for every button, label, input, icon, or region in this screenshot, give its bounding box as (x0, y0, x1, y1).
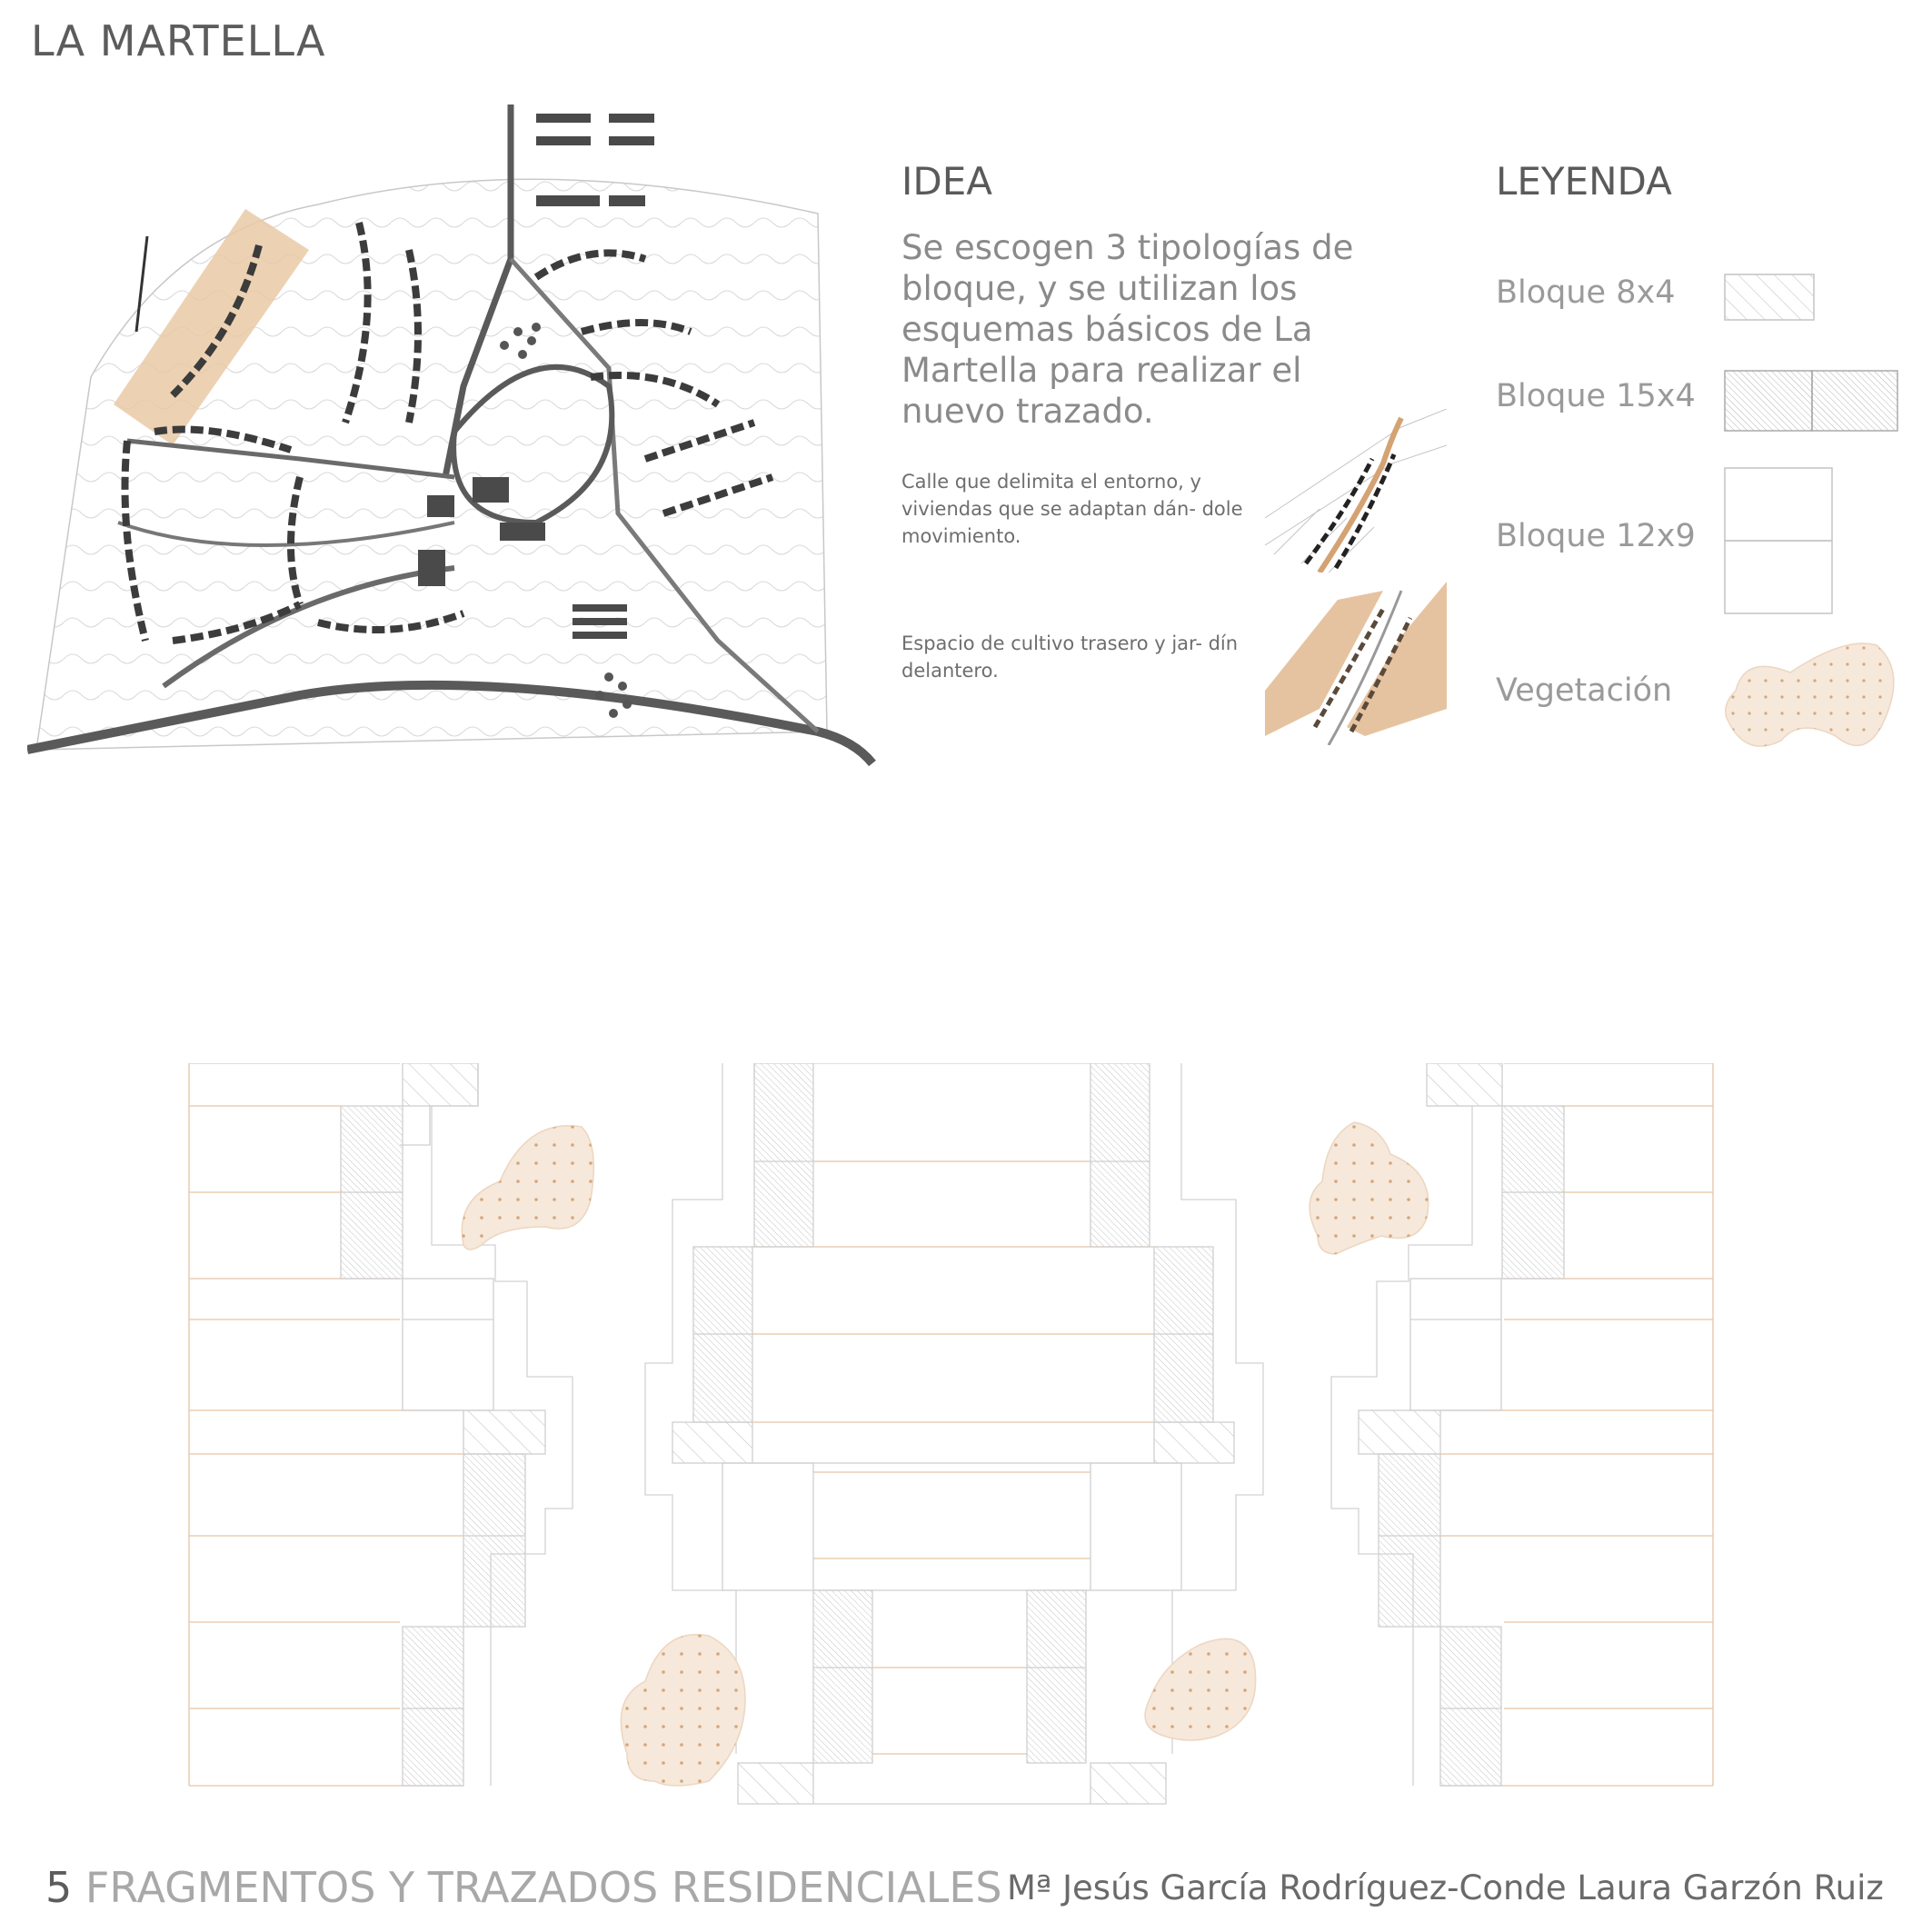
footer-authors: Mª Jesús García Rodríguez-Conde Laura Garzón Ruiz (1007, 1868, 1884, 1907)
legend-label-bloque-15x4: Bloque 15x4 (1496, 378, 1696, 414)
footer-section-title (45, 1863, 1002, 1912)
swatch-bloque-15x4 (1725, 371, 1897, 431)
note-street: Calle que delimita el entorno, y viviendas que se adaptan dán- dole movimiento. (901, 471, 1243, 547)
idea-text: Se escogen 3 tipologías de bloque, y se utilizan los esquemas básicos de La Martella para realizar el nuevo trazado. (901, 228, 1354, 431)
page-title: LA MARTELLA (31, 16, 326, 65)
residential-layout-plan (182, 1063, 1727, 1808)
garden-sketch (1265, 582, 1447, 745)
swatch-bloque-8x4 (1725, 274, 1814, 320)
legend-swatches (1708, 264, 1927, 772)
vegetation-patch (462, 1126, 593, 1250)
note-garden: Espacio de cultivo trasero y jar- dín delantero. (901, 632, 1239, 682)
vegetation-patch (1145, 1638, 1256, 1740)
legend-label-bloque-8x4: Bloque 8x4 (1496, 274, 1676, 311)
site-plan-drawing (27, 95, 881, 768)
street-sketch (1265, 409, 1447, 573)
footer-page-number: 5 (45, 1863, 73, 1912)
legend-label-bloque-12x9: Bloque 12x9 (1496, 518, 1696, 554)
legend-label-vegetacion: Vegetación (1496, 672, 1673, 709)
swatch-bloque-12x9 (1725, 468, 1832, 613)
footer-section-label: FRAGMENTOS Y TRAZADOS RESIDENCIALES (72, 1863, 1002, 1912)
vegetation-patch (1310, 1122, 1429, 1254)
legend-heading: LEYENDA (1496, 159, 1672, 204)
idea-heading: IDEA (901, 159, 992, 204)
vegetation-patch (621, 1635, 745, 1786)
